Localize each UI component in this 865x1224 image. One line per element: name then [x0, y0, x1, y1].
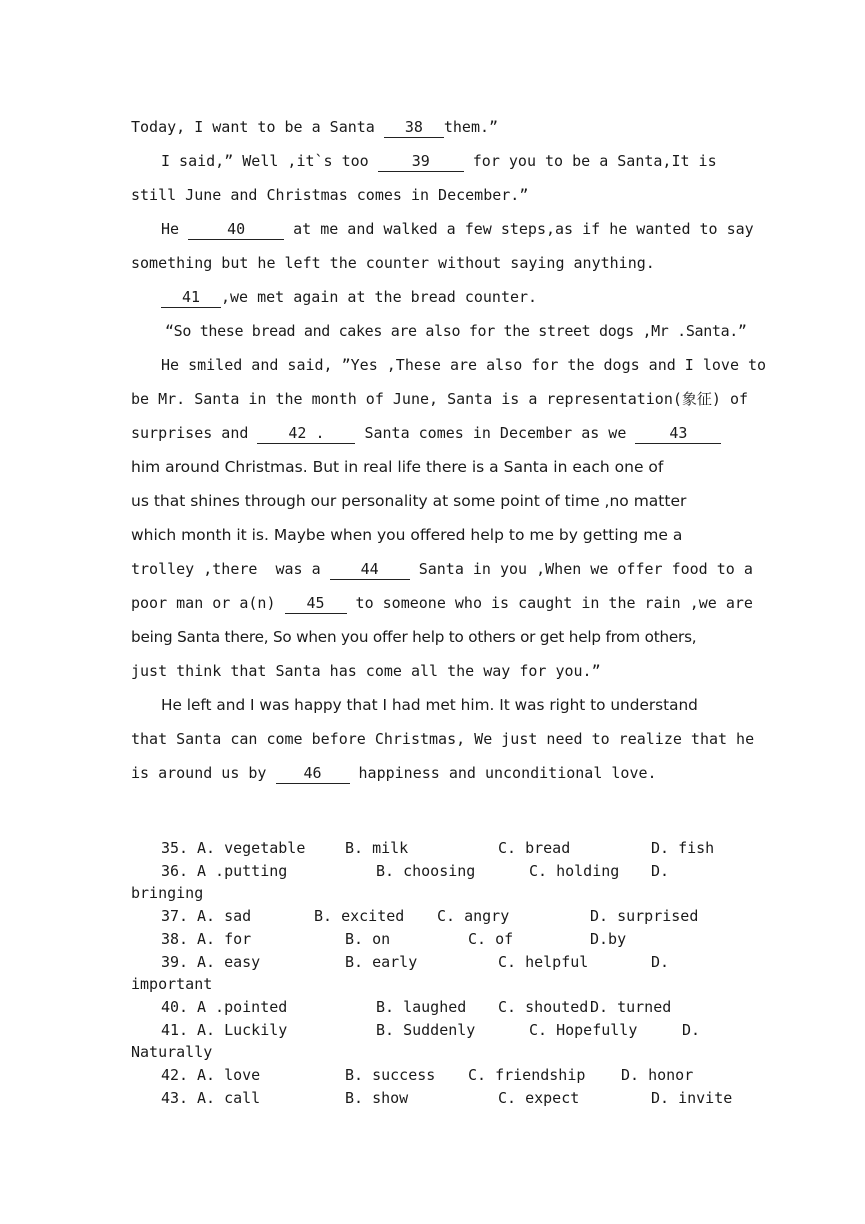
passage-line: surprises and 42 . Santa comes in December as we 43 [131, 416, 741, 450]
passage-line: “So these bread and cakes are also for the street dogs ,Mr .Santa.” [165, 322, 747, 340]
passage-line: him around Christmas. But in real life there is a Santa in each one of [131, 458, 664, 476]
question-42 [131, 1064, 741, 1087]
option-text: D. [651, 952, 670, 971]
option-text: D.by [590, 929, 627, 948]
option-text: C. friendship [468, 1066, 586, 1085]
option-text: 43. [161, 1088, 189, 1107]
option-text: C. expect [498, 1088, 580, 1107]
passage-line: still June and Christmas comes in December.” [131, 186, 529, 204]
option-text: C. angry [437, 907, 510, 926]
option-text: A. sad [197, 907, 252, 926]
question-37 [131, 905, 741, 928]
passage-line: which month it is. Maybe when you offered help to me by getting me a [131, 526, 683, 544]
passage-line: Today, I want to be a Santa 38 them.” [131, 118, 499, 136]
option-text: B. Suddenly [376, 1020, 476, 1039]
option-text: 39. [161, 952, 189, 971]
option-text: B. choosing [376, 861, 476, 880]
option-text: C. Hopefully [529, 1020, 638, 1039]
option-text: A. vegetable [197, 839, 306, 857]
blank-42: 42 . [257, 423, 355, 444]
option-text: A. Luckily [197, 1020, 288, 1039]
option-text: D. honor [621, 1066, 694, 1085]
option-text: D. invite [651, 1088, 733, 1107]
passage-line: 41 ,we met again at the bread counter. [131, 280, 741, 314]
passage-line: being Santa there, So when you offer help to others or get help from others, [131, 628, 697, 646]
passage-line: He left and I was happy that I had met him. It was right to understand [161, 696, 698, 714]
passage-line: trolley ,there was a 44 Santa in you ,When we offer food to a [131, 560, 753, 578]
passage-line: that Santa can come before Christmas, We just need to realize that he [131, 730, 755, 748]
option-text: D. surprised [590, 907, 699, 926]
option-text: A. for [197, 929, 252, 948]
question-40 [131, 996, 741, 1019]
option-text: 35. [161, 839, 189, 857]
option-text: D. [682, 1020, 701, 1039]
question-35 [131, 837, 741, 860]
option-text: B. early [345, 952, 418, 971]
passage-line: something but he left the counter without saying anything. [131, 254, 655, 272]
blank-45: 45 [285, 593, 347, 614]
answer-options [131, 837, 741, 1109]
question-39 [131, 951, 741, 974]
option-text: B. milk [345, 839, 409, 857]
option-text: A. easy [197, 952, 261, 971]
option-text: B. excited [314, 907, 405, 926]
option-text: 40. [161, 997, 189, 1016]
passage [131, 110, 767, 790]
option-text: 42. [161, 1066, 189, 1085]
option-text: 36. [161, 861, 189, 880]
option-text: B. on [345, 929, 391, 948]
question-41 [131, 1019, 741, 1042]
option-text: C. bread [498, 839, 571, 857]
blank-38: 38 [384, 117, 444, 138]
option-text: A .pointed [197, 997, 288, 1016]
question-43 [131, 1087, 741, 1110]
option-text: 41. [161, 1020, 189, 1039]
question-38 [131, 928, 741, 951]
passage-line: is around us by 46 happiness and unconditional love. [131, 764, 657, 782]
option-text: A. call [197, 1088, 261, 1107]
blank-43: 43 [635, 423, 721, 444]
option-text: B. laughed [376, 997, 467, 1016]
option-text: A. love [197, 1066, 261, 1085]
option-text: C. shouted [498, 997, 589, 1016]
blank-41: 41 [161, 287, 221, 308]
option-text: C. helpful [498, 952, 589, 971]
passage-line: just think that Santa has come all the way for you.” [131, 662, 601, 680]
option-text: C. holding [529, 861, 620, 880]
passage-line: I said,” Well ,it`s too 39 for you to be a Santa,It is [161, 152, 717, 170]
option-text: A .putting [197, 861, 288, 880]
blank-39: 39 [378, 151, 464, 172]
question-41-wrap: Naturally [131, 1043, 213, 1062]
passage-line: He 40 at me and walked a few steps,as if he wanted to say [161, 220, 754, 238]
question-36 [131, 860, 741, 883]
option-text: D. fish [651, 839, 715, 857]
option-text: 38. [161, 929, 189, 948]
option-text: D. [651, 861, 670, 880]
option-text: 37. [161, 907, 189, 926]
passage-line: be Mr. Santa in the month of June, Santa is a representation(象征) of [131, 390, 748, 408]
option-text: B. success [345, 1066, 436, 1085]
blank-40: 40 [188, 219, 284, 240]
passage-line: poor man or a(n) 45 to someone who is caught in the rain ,we are [131, 594, 753, 612]
option-text: D. turned [590, 997, 672, 1016]
passage-line: us that shines through our personality at some point of time ,no matter [131, 492, 687, 510]
option-text: B. show [345, 1088, 409, 1107]
question-36-wrap: bringing [131, 884, 204, 903]
blank-44: 44 [330, 559, 410, 580]
question-39-wrap: important [131, 975, 213, 994]
blank-46: 46 [276, 763, 350, 784]
option-text: C. of [468, 929, 514, 948]
passage-line: He smiled and said, ”Yes ,These are also for the dogs and I love to [161, 356, 767, 374]
